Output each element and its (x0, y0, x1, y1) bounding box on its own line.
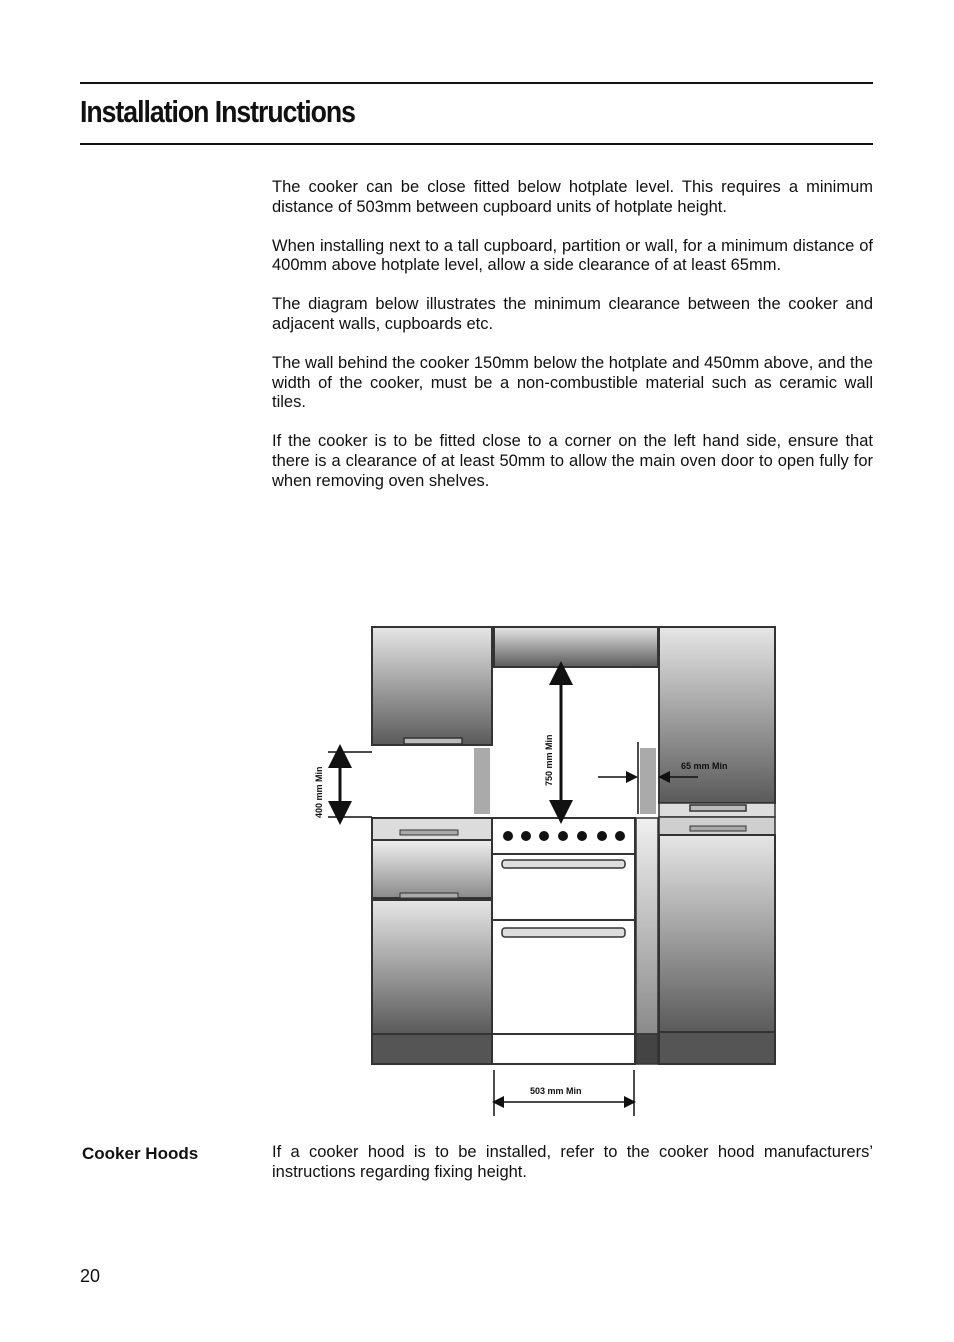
instructions-text (272, 178, 873, 511)
dimension-400mm (314, 752, 372, 818)
clearance-diagram (300, 620, 780, 1120)
burner-knob (558, 831, 568, 841)
dimension-750mm (544, 673, 561, 812)
paragraph-corner-clearance: If the cooker is to be fitted close to a corner on the left hand side, ensure that there is a clearance of at least 50mm to allow the main oven door to open fully for when removing oven shelves. (272, 432, 873, 490)
cooker-hoods-text: If a cooker hood is to be installed, refer to the cooker hood manufacturers’ instructions regarding fixing height. (272, 1143, 873, 1181)
cooker (492, 818, 635, 1064)
label-750mm: 750 mm Min (544, 734, 554, 786)
paragraph-diagram-intro: The diagram below illustrates the minimum clearance between the cooker and adjacent walls, cupboards etc. (272, 295, 873, 333)
page-number: 20 (80, 1266, 101, 1286)
burner-knob (577, 831, 587, 841)
title-underline-rule (80, 143, 873, 145)
left-base-unit (372, 818, 492, 1064)
right-tall-cupboard (659, 627, 775, 1064)
narrow-gap-unit (636, 818, 658, 1064)
paragraph-side-clearance: When installing next to a tall cupboard, partition or wall, for a minimum distance of 400mm above hotplate level, allow a side clearance of at least 65mm. (272, 236, 873, 275)
paragraph-close-fit: The cooker can be close fitted below hotplate level. This requires a minimum distance of 503mm between cupboard units of hotplate height. (272, 178, 873, 216)
burner-knob (521, 831, 531, 841)
page-title: Installation Instructions (80, 94, 355, 129)
paragraph-wall-material: The wall behind the cooker 150mm below the hotplate and 450mm above, and the width of the cooker, must be a non-combustible material such as ceramic wall tiles. (272, 353, 873, 412)
label-503mm: 503 mm Min (530, 1086, 582, 1096)
wall-tile-strip-right (640, 748, 656, 814)
top-rule (80, 82, 873, 84)
burner-knob (597, 831, 607, 841)
cooker-hoods-heading: Cooker Hoods (82, 1144, 199, 1163)
wall-tile-strip-left (474, 748, 490, 814)
burner-knob (615, 831, 625, 841)
label-65mm: 65 mm Min (681, 761, 728, 771)
dimension-503mm (494, 1070, 634, 1116)
label-400mm: 400 mm Min (314, 766, 324, 818)
burner-knob (539, 831, 549, 841)
left-wall-cupboard (372, 627, 492, 745)
center-top-cupboard (494, 627, 658, 667)
burner-knob (503, 831, 513, 841)
